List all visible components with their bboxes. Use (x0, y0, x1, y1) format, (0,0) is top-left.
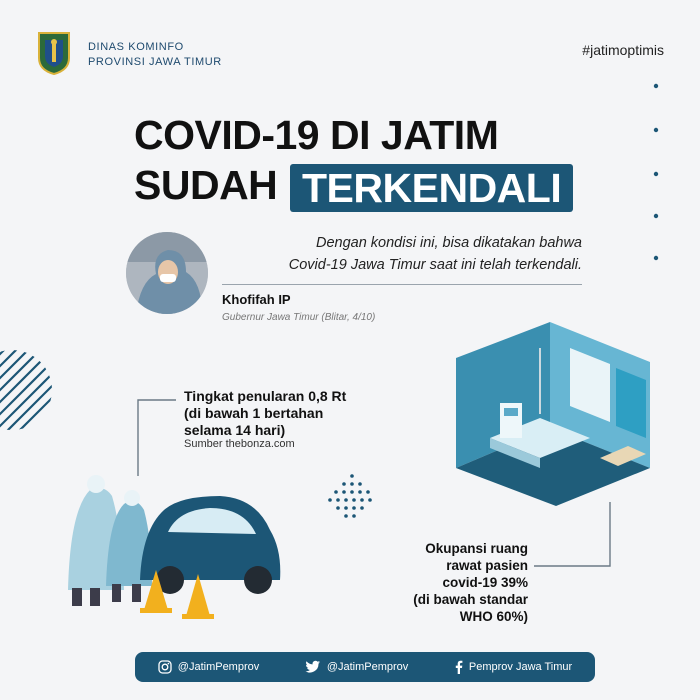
occupancy-line3: covid-19 39% (442, 575, 528, 590)
twitter-handle: @JatimPemprov (326, 661, 409, 673)
quote-author: Khofifah IP (222, 292, 291, 307)
drive-through-testing-illustration (60, 470, 292, 620)
transmission-line3: selama 14 hari) (184, 422, 286, 438)
headline-highlight: TERKENDALI (290, 164, 573, 212)
quote-line1: Dengan kondisi ini, bisa dikatakan bahwa (315, 235, 582, 251)
callout-line-left (136, 398, 178, 478)
social-footer (135, 652, 595, 682)
facebook-icon (454, 660, 463, 674)
hospital-room-illustration (450, 318, 656, 508)
occupancy-line4: (di bawah standar (413, 592, 528, 607)
org-name (88, 40, 222, 70)
quote-divider (222, 284, 582, 285)
headline-line2-prefix: SUDAH (134, 162, 278, 208)
headline-line1: COVID-19 DI JATIM (134, 112, 499, 158)
facebook-page: Pemprov Jawa Timur (468, 661, 573, 673)
instagram-link[interactable] (158, 660, 259, 674)
occupancy-line5: WHO 60%) (459, 609, 528, 624)
instagram-handle: @JatimPemprov (177, 661, 260, 673)
decorative-dot-diamond (326, 472, 378, 524)
province-logo (36, 30, 72, 76)
quote-line2: Covid-19 Jawa Timur saat ini telah terkendali. (288, 257, 582, 273)
transmission-source: Sumber thebonza.com (184, 438, 295, 450)
transmission-line1: Tingkat penularan 0,8 Rt (184, 388, 347, 404)
facebook-link[interactable] (454, 660, 572, 674)
decorative-dots (652, 82, 660, 272)
callout-line-right (530, 500, 620, 570)
twitter-link[interactable] (305, 660, 408, 674)
quote-text (222, 232, 582, 276)
occupancy-line1: Okupansi ruang (425, 541, 528, 556)
org-name-line1: DINAS KOMINFO (88, 41, 184, 53)
org-name-line2: PROVINSI JAWA TIMUR (88, 56, 222, 68)
hashtag: #jatimoptimis (582, 42, 664, 58)
occupancy-stat (408, 540, 528, 625)
instagram-icon (158, 660, 172, 674)
transmission-line2: (di bawah 1 bertahan (184, 405, 324, 421)
occupancy-line2: rawat pasien (446, 558, 528, 573)
governor-photo (126, 232, 208, 314)
transmission-stat (184, 388, 346, 439)
twitter-icon (305, 660, 321, 674)
quote-role: Gubernur Jawa Timur (Blitar, 4/10) (222, 312, 376, 323)
decorative-stripes (0, 348, 54, 432)
